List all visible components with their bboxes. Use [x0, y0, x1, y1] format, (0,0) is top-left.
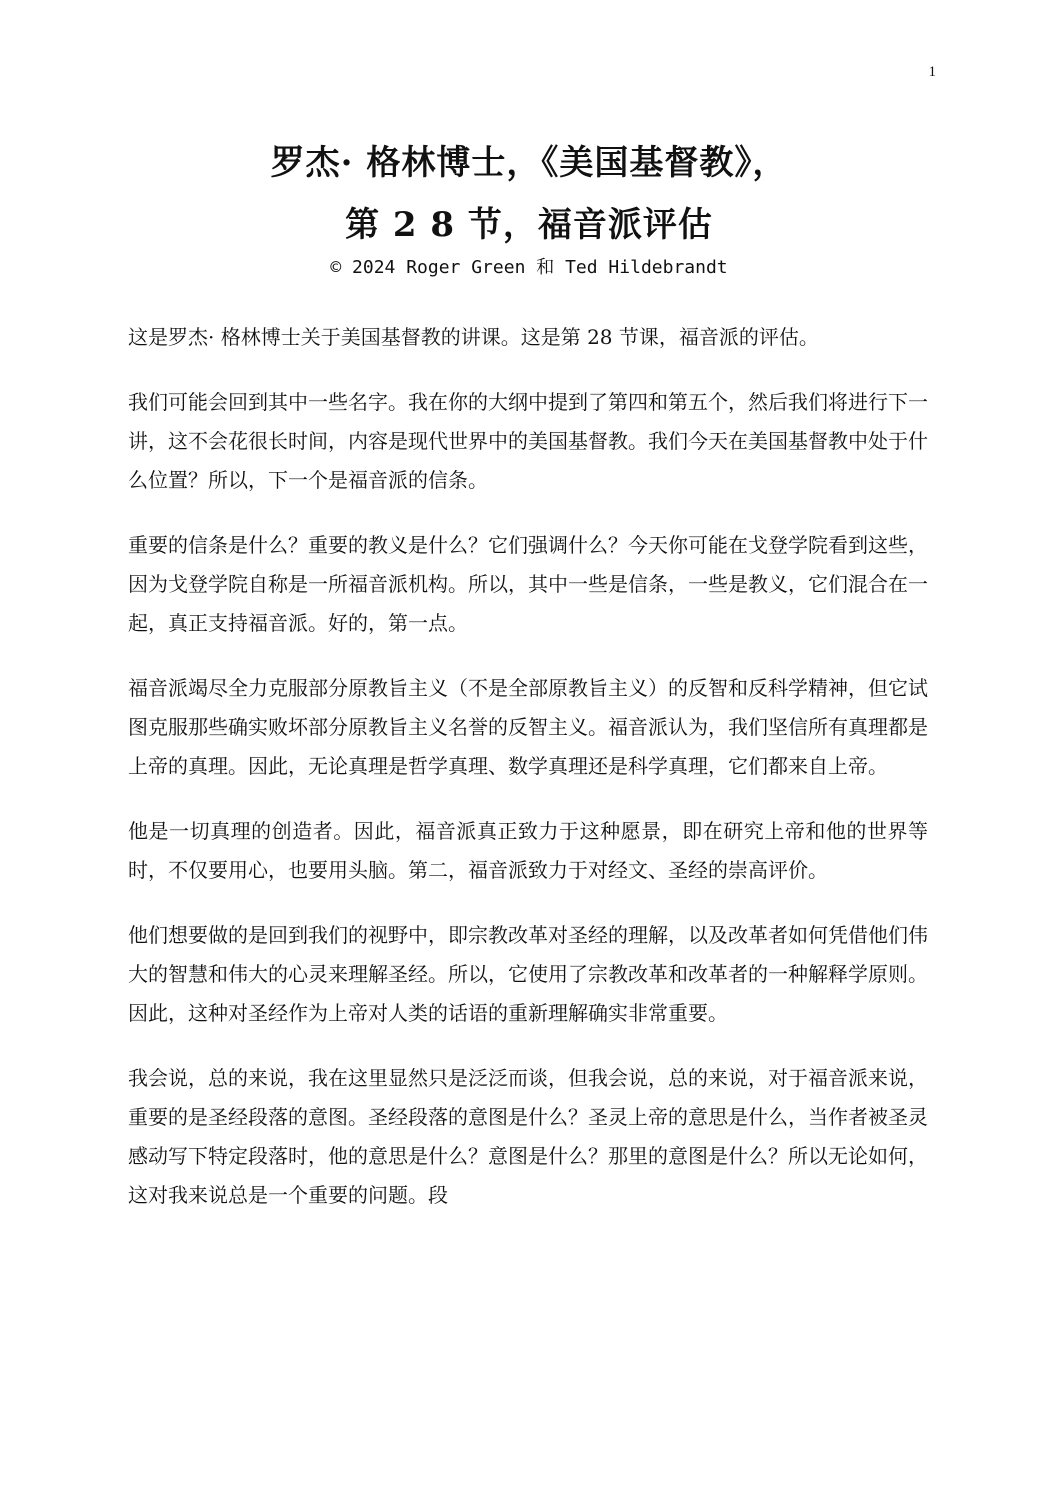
- copyright-notice: © 2024 Roger Green 和 Ted Hildebrandt: [330, 257, 728, 278]
- paragraph-3: 重要的信条是什么？重要的教义是什么？它们强调什么？今天你可能在戈登学院看到这些，因为戈登学院自称是一所福音派机构。所以，其中一些是信条，一些是教义，它们混合在一起，真正支持福音派。好的，第一点。: [128, 533, 928, 635]
- title-block: [0, 140, 1058, 280]
- paragraph-5: 他是一切真理的创造者。因此，福音派真正致力于这种愿景，即在研究上帝和他的世界等时，不仅要用心，也要用头脑。第二，福音派致力于对经文、圣经的崇高评价。: [128, 819, 928, 882]
- paragraph-7: 我会说，总的来说，我在这里显然只是泛泛而谈，但我会说，总的来说，对于福音派来说，重要的是圣经段落的意图。圣经段落的意图是什么？圣灵上帝的意思是什么，当作者被圣灵感动写下特定段落时，他的意思是什么？意图是什么？那里的意图是什么？所以无论如何，这对我来说总是一个重要的问题。段: [128, 1066, 928, 1207]
- paragraph-6: 他们想要做的是回到我们的视野中，即宗教改革对圣经的理解，以及改革者如何凭借他们伟大的智慧和伟大的心灵来理解圣经。所以，它使用了宗教改革和改革者的一种解释学原则。因此，这种对圣经作为上帝对人类的话语的重新理解确实非常重要。: [128, 923, 928, 1025]
- document-title-line-1: 罗杰· 格林博士，《美国基督教》，: [270, 143, 788, 183]
- page-number: 1: [928, 64, 936, 80]
- document-body: [128, 318, 928, 1241]
- paragraph-4: 福音派竭尽全力克服部分原教旨主义（不是全部原教旨主义）的反智和反科学精神，但它试图克服那些确实败坏部分原教旨主义名誉的反智主义。福音派认为，我们坚信所有真理都是上帝的真理。因此，无论真理是哲学真理、数学真理还是科学真理，它们都来自上帝。: [128, 676, 928, 778]
- document-title-line-2: 第 2 8 节，福音派评估: [345, 205, 713, 245]
- paragraph-2: 我们可能会回到其中一些名字。我在你的大纲中提到了第四和第五个，然后我们将进行下一讲，这不会花很长时间，内容是现代世界中的美国基督教。我们今天在美国基督教中处于什么位置？所以，下一个是福音派的信条。: [128, 390, 928, 492]
- paragraph-1: 这是罗杰· 格林博士关于美国基督教的讲课。这是第 28 节课，福音派的评估。: [128, 325, 819, 349]
